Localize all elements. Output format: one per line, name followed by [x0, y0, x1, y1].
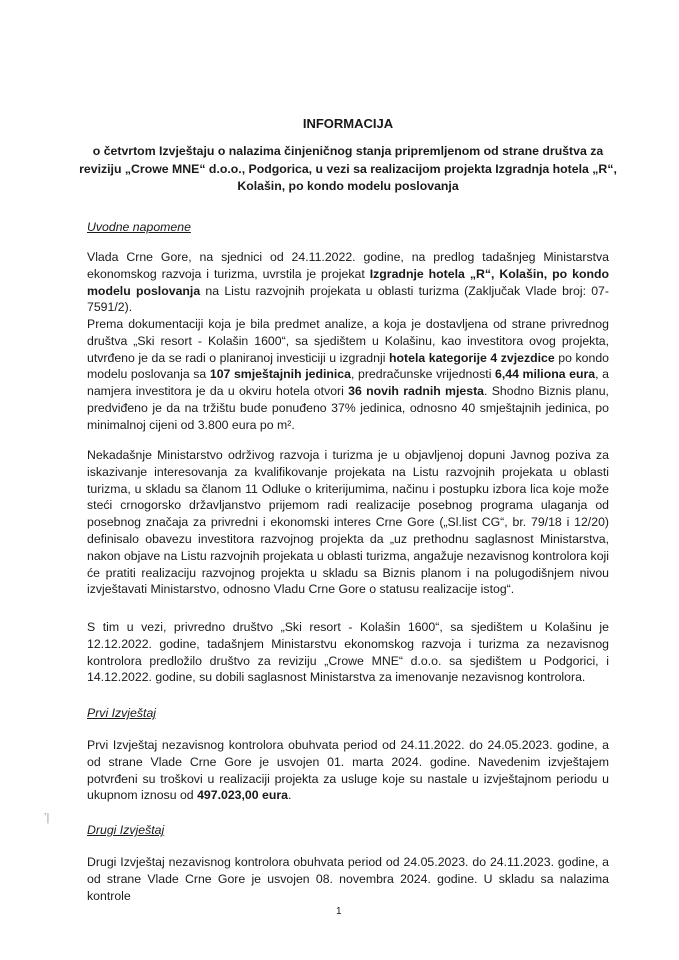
bold-text: Izgradnje hotela „R“, Kolašin, po kondo modelu poslovanja — [87, 266, 609, 298]
paragraph — [87, 737, 609, 804]
text-segment: Prema dokumentaciji koja je bila predmet analize, a koja je dostavljena od strane privrednog društva „Ski resort - Kolašin 1600“, sa sjedištem u Kolašinu, kao investitora ovog projekta, utvrđeno je da se radi o planiranoj investiciji u izgradnji — [87, 317, 609, 365]
text-segment: . — [288, 788, 292, 803]
bold-text: hotela kategorije 4 zvjezdice — [388, 350, 555, 365]
document-subtitle: o četvrtom Izvještaju o nalazima činjeničnog stanja pripremljenom od strane društva za reviziju „Crowe MNE“ d.o.o., Podgorica, u vezi sa realizacijom projekta Izgradnja hotela „R“, Kolašin, po kondo modelu poslovanja — [79, 144, 617, 193]
text-segment: Drugi Izvještaj nezavisnog kontrolora obuhvata period od 24.05.2023. do 24.11.2023. godine, a od strane Vlade Crne Gore je usvojen 08. novembra 2024. godine. U skladu sa nalazima kontrole — [87, 855, 609, 903]
text-segment: , predračunske vrijednosti — [350, 367, 496, 382]
text-segment: po kondo modelu poslovanja sa — [87, 350, 610, 382]
text-segment: Vlada Crne Gore, na sjednici od 24.11.2022. godine, na predlog tadašnjeg Ministarstva ekonomskog razvoja i turizma, uvrstila je projekat — [87, 250, 609, 281]
document-title: INFORMACIJA — [302, 116, 394, 131]
section-heading-intro: Uvodne napomene — [87, 220, 191, 234]
text-segment: Prvi Izvještaj nezavisnog kontrolora obuhvata period od 24.11.2022. do 24.05.2023. godine, a od strane Vlade Crne Gore je usvojen 01. marta 2024. godine. Navedenim izvještajem potvrđeni su troškovi u realizaciji projekta za usluge koje su nastale u izvještajnom periodu u ukupnom iznosu od — [87, 738, 609, 803]
section-heading-first-report: Prvi Izvještaj — [87, 706, 157, 720]
text-segment: . — [291, 417, 295, 432]
text-segment: . Shodno Biznis planu, predviđeno je da na tržištu bude ponuđeno 37% jedinica, odnosno 40 smještajnih jedinica, po minimalnoj cijeni od 3.800 eura po m² — [87, 384, 609, 432]
bold-text: 36 novih radnih mjesta — [348, 384, 485, 399]
bold-text: 497.023,00 eura — [197, 788, 288, 803]
text-segment: , a namjera investitora je da u okviru hotela otvori — [87, 367, 609, 399]
text-segment: Nekadašnje Ministarstvo održivog razvoja i turizma je u objavljenoj dopuni Javnog poziva za iskazivanje interesovanja za kvalifikovanje projekata na Listu razvojnih projekata u oblasti turizma, u skladu sa članom 11 Odluke o kriterijumima, načinu i postupku izbora lica koje može steći crnogorsko državljanstvo prijemom radi realizacije posebnog programa ulaganja od posebnog značaja za privredni i ekonomski interes Crne Gore („Sl.list CG“, br. 79/18 i 12/20) definisalo obavezu investitora razvojnog projekta da „uz prethodnu saglasnost Ministarstva, nakon objave na Listu razvojnih projekata u oblasti turizma, angažuje nezavisnog kontrolora koji će pratiti realizaciju razvojnog projekta u skladu sa Biznis planom i na polugodišnjem nivou izvještavati Ministarstvo, odnosno Vladu Crne Gore o statusu realizacije istog“. — [87, 448, 609, 597]
text-segment: na Listu razvojnih projekata u oblasti turizma (Zaključak Vlade broj: 07-7591/2). — [87, 283, 609, 315]
paragraph — [87, 316, 609, 434]
paragraph — [87, 249, 609, 316]
paragraph — [87, 447, 609, 598]
section-heading-second-report: Drugi Izvještaj — [87, 823, 165, 837]
bold-text: 6,44 miliona eura — [495, 367, 596, 382]
page-number: 1 — [336, 906, 342, 917]
paragraph — [87, 854, 609, 904]
margin-mark: ʼ| — [44, 812, 50, 824]
paragraph — [87, 619, 609, 686]
text-segment: S tim u vezi, privredno društvo „Ski resort - Kolašin 1600“, sa sjedištem u Kolašinu je 12.12.2022. godine, tadašnjem Ministarstvu ekonomskog razvoja i turizma za nezavisnog kontrolora predložilo društvo za reviziju „Crowe MNE“ d.o.o. sa sjedištem u Podgorici, i 14.12.2022. godine, su dobili saglasnost Ministarstva za imenovanje nezavisnog kontrolora. — [87, 620, 609, 685]
bold-text: 107 smještajnih jedinica — [209, 367, 351, 382]
